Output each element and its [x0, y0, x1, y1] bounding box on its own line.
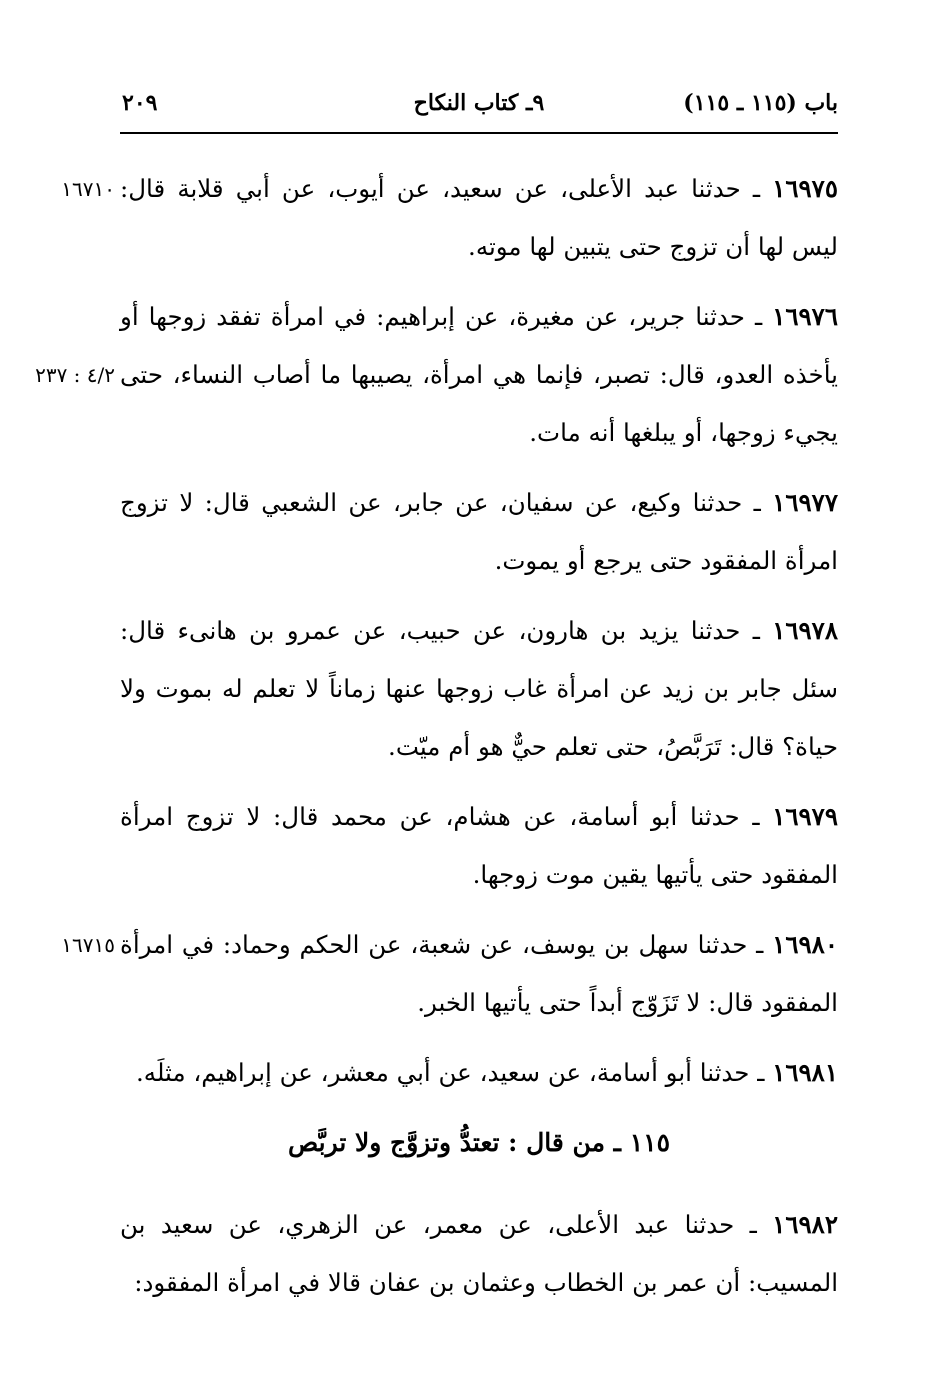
hadith-entry	[120, 1044, 838, 1102]
section-heading: ١١٥ ـ من قال : تعتدُّ وتزوَّج ولا تربَّص	[287, 1128, 671, 1157]
page-body	[35, 160, 838, 1324]
hadith-number: ١٦٩٧٦	[772, 302, 838, 331]
book-title: ٩ـ كتاب النكاح	[413, 90, 545, 116]
hadith-text: ـ حدثنا عبد الأعلى، عن سعيد، عن أيوب، عن أبي قلابة قال: ليس لها أن تزوج حتى يتبين لها موته.	[120, 174, 838, 261]
hadith-number: ١٦٩٧٧	[772, 488, 838, 517]
hadith-number: ١٦٩٧٥	[772, 174, 838, 203]
page-number: ٢٠٩	[122, 90, 158, 116]
hadith-entry	[35, 288, 838, 462]
hadith-number: ١٦٩٨٢	[772, 1210, 838, 1239]
hadith-text: ـ حدثنا وكيع، عن سفيان، عن جابر، عن الشعبي قال: لا تزوج امرأة المفقود حتى يرجع أو يموت.	[120, 488, 838, 575]
margin-reference: ١٦٧١٥	[61, 933, 115, 957]
hadith-entry	[61, 916, 838, 1032]
hadith-text: ـ حدثنا أبو أسامة، عن سعيد، عن أبي معشر، عن إبراهيم، مثلَه.	[136, 1058, 765, 1087]
hadith-text: ـ حدثنا أبو أسامة، عن هشام، عن محمد قال: لا تزوج امرأة المفقود حتى يأتيها يقين موت زوجها.	[120, 802, 838, 889]
hadith-entry	[120, 474, 838, 590]
hadith-number: ١٦٩٧٨	[772, 616, 838, 645]
hadith-number: ١٦٩٨١	[772, 1058, 838, 1087]
hadith-entry	[120, 788, 838, 904]
page-header	[120, 86, 838, 134]
hadith-entry	[61, 160, 838, 276]
hadith-text: ـ حدثنا جرير، عن مغيرة، عن إبراهيم: في امرأة تفقد زوجها أو يأخذه العدو، قال: تصبر، فإنما هي امرأة، يصيبها ما أصاب النساء، حتى يجيء زوجها، أو يبلغها أنه مات.	[120, 302, 838, 447]
hadith-entry	[120, 602, 838, 776]
hadith-text: ـ حدثنا عبد الأعلى، عن معمر، عن الزهري، عن سعيد بن المسيب: أن عمر بن الخطاب وعثمان بن عفان قالا في امرأة المفقود:	[120, 1210, 838, 1297]
margin-reference: ١٦٧١٠	[61, 177, 115, 201]
hadith-number: ١٦٩٨٠	[772, 930, 838, 959]
margin-reference: ٤/٢ : ٢٣٧	[35, 363, 115, 387]
hadith-entry	[120, 1196, 838, 1312]
hadith-text: ـ حدثنا سهل بن يوسف، عن شعبة، عن الحكم وحماد: في امرأة المفقود قال: لا تَزَوّج أبداً حتى يأتيها الخبر.	[120, 930, 838, 1017]
hadith-number: ١٦٩٧٩	[772, 802, 838, 831]
hadith-text: ـ حدثنا يزيد بن هارون، عن حبيب، عن عمرو بن هانىء قال: سئل جابر بن زيد عن امرأة غاب زوجها عنها زماناً لا تعلم له بموت ولا حياة؟ قال: تَرَبَّصُ، حتى تعلم حيٌّ هو أم ميّت.	[120, 616, 838, 761]
chapter-range: باب (١١٥ ـ ١١٥)	[683, 90, 838, 116]
